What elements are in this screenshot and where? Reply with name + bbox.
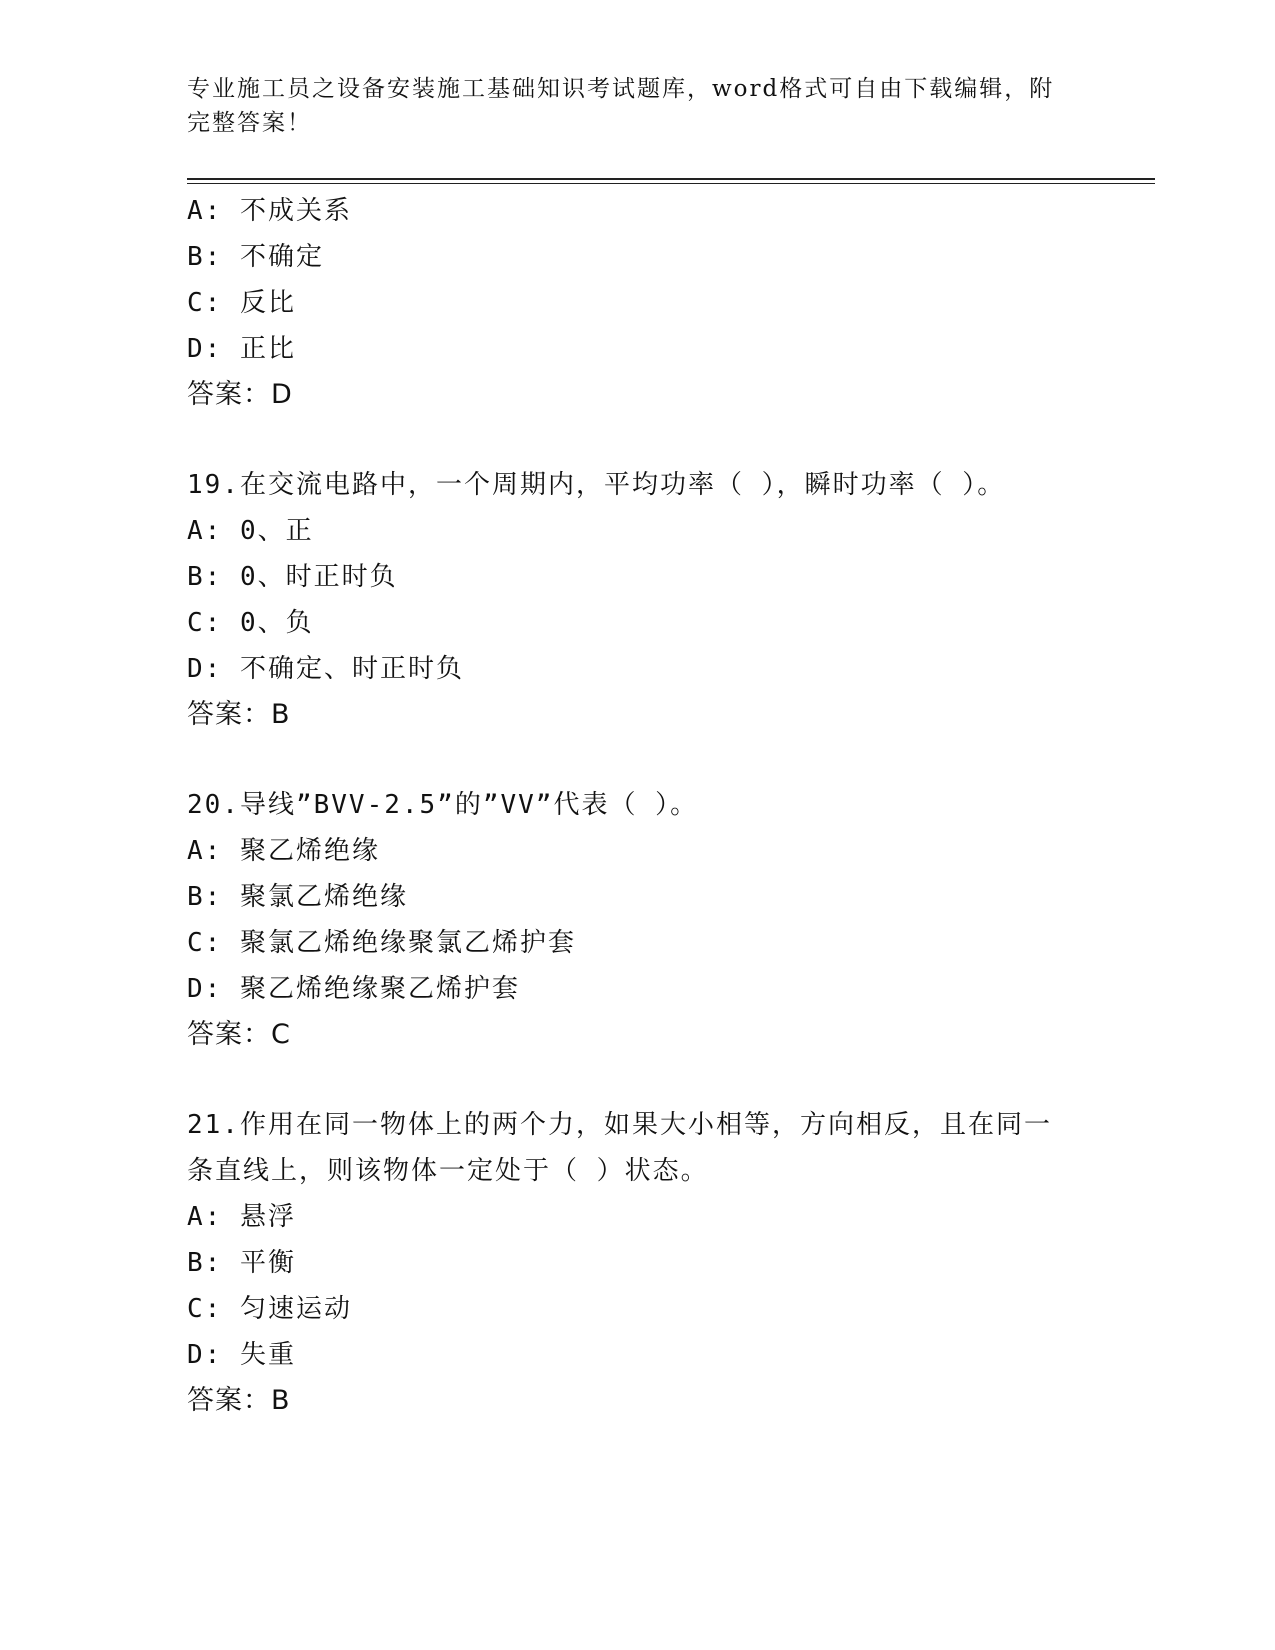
- header-divider-thick: [187, 178, 1155, 180]
- option-c: C: 反比: [187, 288, 296, 318]
- option-d: D: 正比: [187, 334, 296, 364]
- question-list: [187, 188, 1087, 1424]
- option-d: D: 聚乙烯绝缘聚乙烯护套: [187, 974, 520, 1004]
- question-20: [187, 782, 1087, 1058]
- spacer: [187, 1058, 1087, 1102]
- option-b: B: 聚氯乙烯绝缘: [187, 882, 408, 912]
- option-d: D: 失重: [187, 1340, 296, 1370]
- option-b: B: 平衡: [187, 1248, 296, 1278]
- option-b: B: 0、时正时负: [187, 562, 398, 592]
- option-a: A: 不成关系: [187, 196, 352, 226]
- question-19: [187, 462, 1087, 738]
- option-c: C: 匀速运动: [187, 1294, 352, 1324]
- question-21: [187, 1102, 1087, 1424]
- option-a: A: 悬浮: [187, 1202, 296, 1232]
- question-stem: 20.导线”BVV-2.5”的”VV”代表（ ）。: [187, 790, 699, 820]
- option-a: A: 0、正: [187, 516, 314, 546]
- option-c: C: 0、负: [187, 608, 314, 638]
- option-b: B: 不确定: [187, 242, 324, 272]
- question-stem: 19.在交流电路中，一个周期内，平均功率（ ），瞬时功率（ ）。: [187, 470, 1006, 500]
- option-a: A: 聚乙烯绝缘: [187, 836, 380, 866]
- option-c: C: 聚氯乙烯绝缘聚氯乙烯护套: [187, 928, 576, 958]
- answer: 答案：B: [187, 699, 291, 730]
- answer: 答案：D: [187, 379, 293, 410]
- question-18: [187, 188, 1087, 418]
- document-header: 专业施工员之设备安装施工基础知识考试题库，word格式可自由下载编辑，附完整答案！: [187, 76, 1055, 136]
- answer: 答案：C: [187, 1019, 291, 1050]
- question-stem-line-2: 条直线上，则该物体一定处于（ ）状态。: [187, 1156, 709, 1186]
- answer: 答案：B: [187, 1385, 291, 1416]
- question-stem-line-1: 21.作用在同一物体上的两个力，如果大小相等，方向相反，且在同一: [187, 1110, 1052, 1140]
- spacer: [187, 738, 1087, 782]
- header-divider-thin: [187, 183, 1155, 184]
- spacer: [187, 418, 1087, 462]
- option-d: D: 不确定、时正时负: [187, 654, 464, 684]
